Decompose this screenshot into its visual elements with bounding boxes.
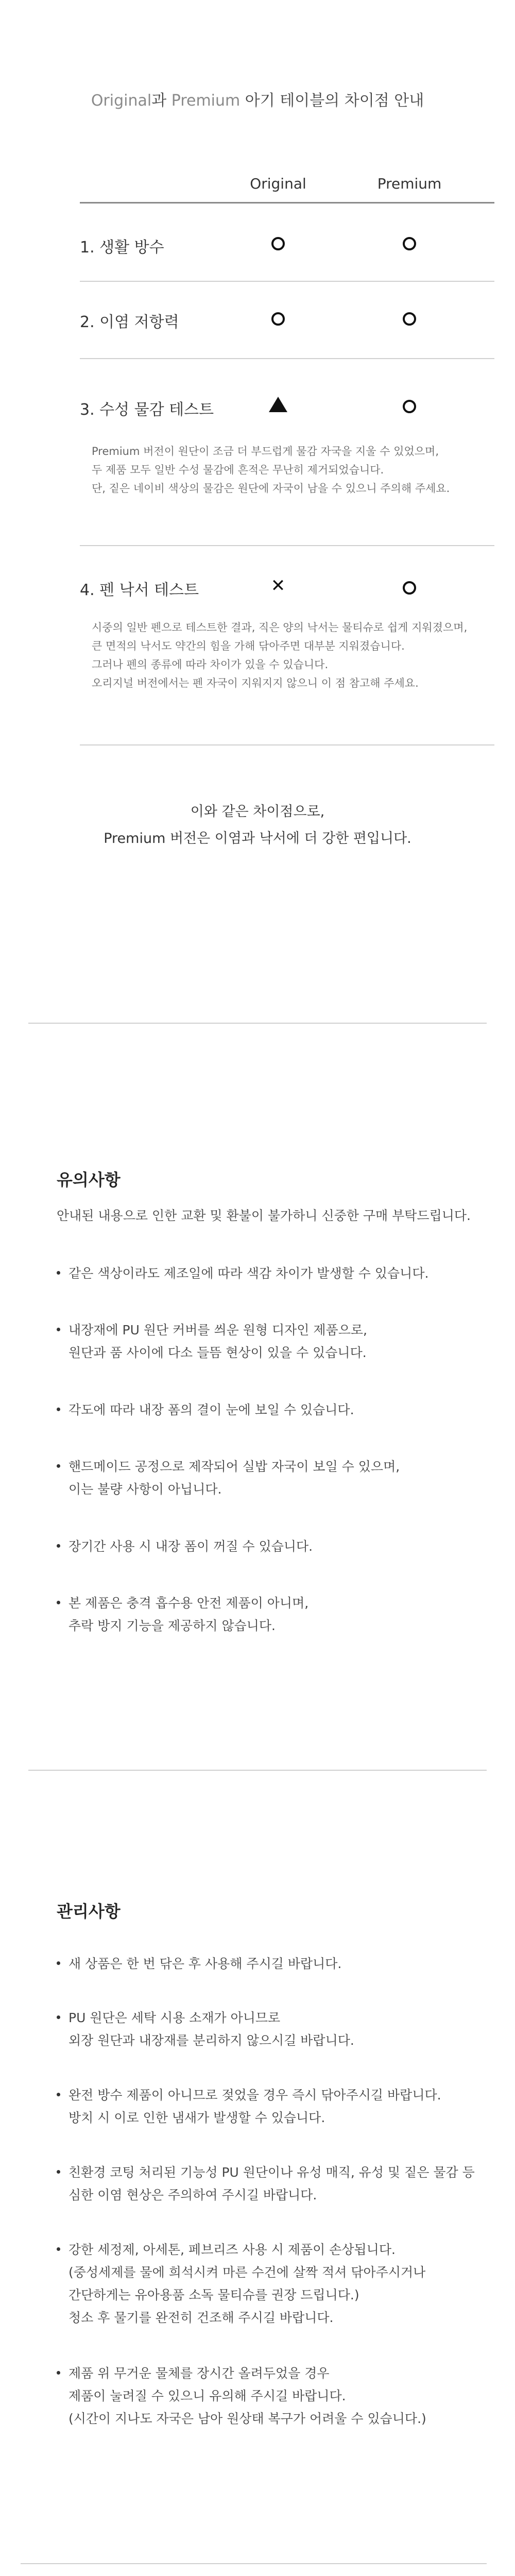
note-line: 오리지널 버전에서는 펜 자국이 지워지지 않으니 이 점 참고해 주세요.: [92, 677, 419, 689]
bullet-icon: [57, 1408, 60, 1411]
header-divider: [80, 202, 494, 204]
bullet-icon: [57, 2247, 60, 2251]
caution-item: 핸드메이드 공정으로 제작되어 실밥 자국이 보일 수 있으며, 이는 불량 사항이 아닙니다.: [57, 1455, 400, 1501]
page-title: [0, 88, 515, 110]
title-rest: 아기 테이블의 차이점 안내: [240, 92, 424, 110]
note-line: 단, 짙은 네이비 색상의 물감은 원단에 자국이 남을 수 있으니 주의해 주세요.: [92, 482, 450, 495]
section-divider: [28, 1770, 487, 1771]
caution-item: 같은 색상이라도 제조일에 따라 색감 차이가 발생할 수 있습니다.: [57, 1262, 428, 1285]
circle-mark-icon: [353, 236, 466, 253]
care-item: 친환경 코팅 처리된 기능성 PU 원단이나 유성 매직, 유성 및 짙은 물감 등 심한 이염 현상은 주의하여 주시길 바랍니다.: [57, 2161, 475, 2207]
circle-mark-icon: [353, 399, 466, 416]
note-line: 두 제품 모두 일반 수성 물감에 흔적은 무난히 제거되었습니다.: [92, 464, 384, 476]
pen-test-notes: [92, 618, 467, 692]
bullet-icon: [57, 1601, 60, 1604]
title-premium: Premium: [171, 92, 241, 110]
caution-title: 유의사항: [57, 1170, 121, 1190]
bullet-icon: [57, 1544, 60, 1548]
row-label-watercolor-test: 3. 수성 물감 테스트: [80, 401, 214, 419]
bullet-icon: [57, 2371, 60, 2375]
care-item: 제품 위 무거운 물체를 장시간 올려두었을 경우 제품이 눌려질 수 있으니 유의해 주시길 바랍니다. (시간이 지나도 자국은 남아 원상태 복구가 어려울 수 있습니다.): [57, 2362, 426, 2430]
care-title: 관리사항: [57, 1902, 121, 1921]
bullet-icon: [57, 1328, 60, 1331]
row-divider: [80, 281, 494, 282]
section-divider: [21, 2563, 487, 2564]
row-divider: [80, 358, 494, 359]
summary-line: 이와 같은 차이점으로,: [190, 804, 325, 820]
care-item: 새 상품은 한 번 닦은 후 사용해 주시길 바랍니다.: [57, 1953, 341, 1975]
title-original: Original: [91, 92, 152, 110]
row-label-pen-test: 4. 펜 낙서 테스트: [80, 581, 199, 599]
circle-mark-icon: [221, 311, 335, 329]
row-label-waterproof: 1. 생활 방수: [80, 239, 164, 257]
row-divider: [80, 744, 494, 745]
circle-mark-icon: [221, 236, 335, 253]
column-header-premium: Premium: [377, 175, 442, 192]
bullet-icon: [57, 2170, 60, 2174]
bullet-icon: [57, 1961, 60, 1965]
caution-intro: 안내된 내용으로 인한 교환 및 환불이 불가하니 신중한 구매 부탁드립니다.: [57, 1208, 471, 1223]
care-item: 강한 세정제, 아세톤, 페브리즈 사용 시 제품이 손상됩니다. (중성세제를 물에 희석시켜 마른 수건에 살짝 적셔 닦아주시거나 간단하게는 유아용품 소독 물티슈를 권장 드립니다.) 청소 후 물기를 완전히 건조해 주시길 바랍니다.: [57, 2239, 425, 2329]
note-line: Premium 버전이 원단이 조금 더 부드럽게 물감 자국을 지울 수 있었으며,: [92, 445, 439, 457]
circle-mark-icon: [353, 580, 466, 598]
triangle-mark-icon: [221, 397, 335, 415]
section-divider: [28, 1023, 487, 1024]
bullet-icon: [57, 2093, 60, 2096]
caution-item: 내장재에 PU 원단 커버를 씌운 원형 디자인 제품으로, 원단과 품 사이에 다소 들뜸 현상이 있을 수 있습니다.: [57, 1319, 367, 1364]
note-line: 그러나 펜의 종류에 따라 차이가 있을 수 있습니다.: [92, 658, 329, 671]
bullet-icon: [57, 1271, 60, 1275]
caution-item: 본 제품은 충격 흡수용 안전 제품이 아니며, 추락 방지 기능을 제공하지 않습니다.: [57, 1592, 308, 1637]
title-connector: 과: [151, 92, 171, 110]
caution-item: 장기간 사용 시 내장 폼이 꺼질 수 있습니다.: [57, 1535, 313, 1558]
summary-line: Premium 버전은 이염과 낙서에 더 강한 편입니다.: [104, 831, 411, 846]
care-item: PU 원단은 세탁 시용 소재가 아니므로 외장 원단과 내장재를 분리하지 않으시길 바랍니다.: [57, 2007, 354, 2052]
caution-item: 각도에 따라 내장 폼의 결이 눈에 보일 수 있습니다.: [57, 1399, 354, 1421]
care-item: 완전 방수 제품이 아니므로 젖었을 경우 즉시 닦아주시길 바랍니다. 방치 시 이로 인한 냄새가 발생할 수 있습니다.: [57, 2084, 441, 2129]
x-mark-icon: ✕: [270, 575, 286, 596]
note-line: 시중의 일반 펜으로 테스트한 결과, 직은 양의 낙서는 물티슈로 쉽게 지워졌으며,: [92, 621, 468, 634]
note-line: 큰 면적의 낙서도 약간의 힘을 가해 닦아주면 대부분 지워졌습니다.: [92, 640, 405, 652]
row-divider: [80, 545, 494, 546]
comparison-summary: [0, 799, 515, 852]
bullet-icon: [57, 2015, 60, 2019]
watercolor-test-notes: [92, 442, 450, 498]
row-label-stain-resistance: 2. 이염 저항력: [80, 313, 179, 331]
circle-mark-icon: [353, 311, 466, 329]
bullet-icon: [57, 1464, 60, 1468]
column-header-original: Original: [250, 175, 306, 192]
